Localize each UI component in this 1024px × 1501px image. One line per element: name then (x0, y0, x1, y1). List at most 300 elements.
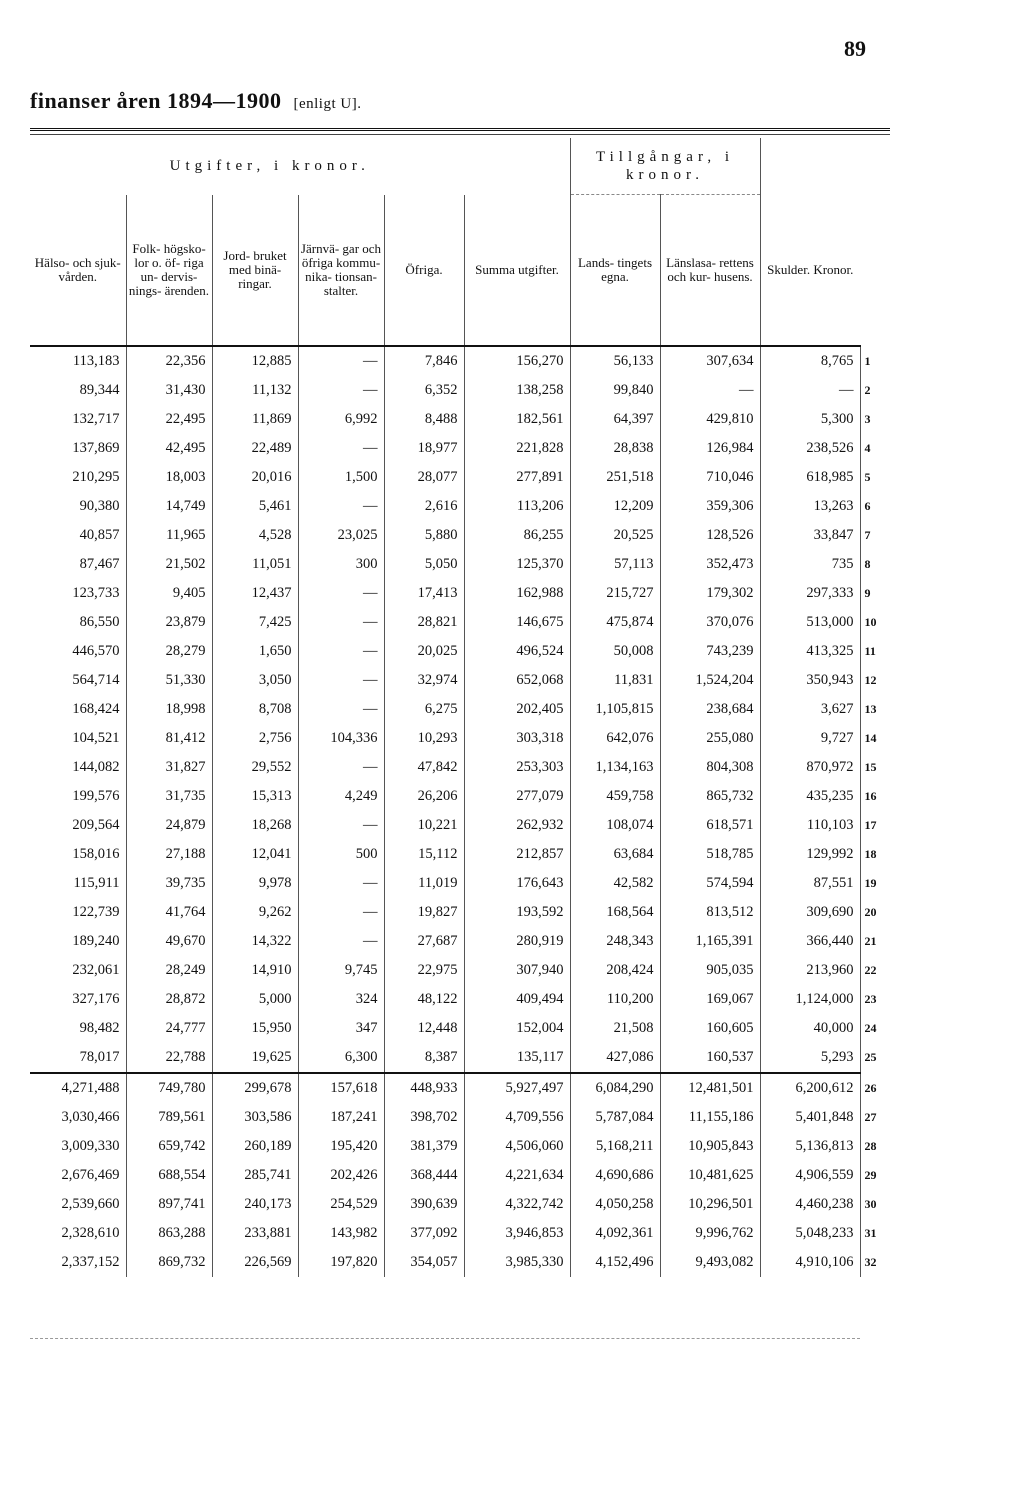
table-cell: 40,857 (79, 527, 120, 543)
table-cell: 138,258 (464, 376, 570, 405)
table-cell: 23,025 (298, 521, 384, 550)
table-cell: 5,048,233 (760, 1219, 860, 1248)
table-cell: 4,152,496 (570, 1248, 660, 1277)
table-cell: 144,082 (72, 759, 120, 775)
finance-table (30, 138, 877, 1277)
table-cell: 368,444 (384, 1161, 464, 1190)
table-cell: 429,810 (660, 405, 760, 434)
table-cell: 309,690 (760, 898, 860, 927)
table-row: 132,717 22,495 11,869 6,992 8,488 182,561 64,397 429,810 5,300 3 (30, 405, 860, 434)
table-cell: 435,235 (760, 782, 860, 811)
table-row: 189,240 49,670 14,322 — 27,687 280,919 248,343 1,165,391 366,440 21 (30, 927, 860, 956)
table-cell: 4,271,488 (30, 1073, 126, 1103)
table-cell: 42,495 (126, 434, 212, 463)
table-cell: 195,420 (298, 1132, 384, 1161)
table-cell: — (298, 898, 384, 927)
table-cell: 87,467 (79, 556, 120, 572)
table-cell: 253,303 (464, 753, 570, 782)
table-cell: 4,460,238 (760, 1190, 860, 1219)
table-cell: 208,424 (570, 956, 660, 985)
table-cell: 9,996,762 (660, 1219, 760, 1248)
table-cell: 377,092 (384, 1219, 464, 1248)
table-cell: 176,643 (464, 869, 570, 898)
table-cell: 513,000 (760, 608, 860, 637)
table-cell: 1,500 (298, 463, 384, 492)
table-cell: 20,525 (570, 521, 660, 550)
table-cell: 28,821 (384, 608, 464, 637)
table-cell: 5,401,848 (760, 1103, 860, 1132)
table-cell: 4,221,634 (464, 1161, 570, 1190)
table-cell: 12,437 (212, 579, 298, 608)
table-cell: 28,279 (126, 637, 212, 666)
table-cell: 14,749 (126, 492, 212, 521)
table-cell: 307,940 (464, 956, 570, 985)
table-row: 122,739 41,764 9,262 — 19,827 193,592 168,564 813,512 309,690 20 (30, 898, 860, 927)
table-cell: 11,965 (126, 521, 212, 550)
table-cell: 398,702 (384, 1103, 464, 1132)
table-cell: — (298, 608, 384, 637)
table-cell: 86,550 (79, 614, 120, 630)
table-cell: 187,241 (298, 1103, 384, 1132)
table-cell: 262,932 (464, 811, 570, 840)
table-cell: 113,206 (464, 492, 570, 521)
page-number: 89 (844, 36, 866, 61)
table-cell: 10,296,501 (660, 1190, 760, 1219)
table-row: 137,869 42,495 22,489 — 18,977 221,828 28,838 126,984 238,526 4 (30, 434, 860, 463)
table-cell: 300 (298, 550, 384, 579)
table-cell: 110,200 (570, 985, 660, 1014)
table-cell: 18,003 (126, 463, 212, 492)
table-cell: 232,061 (72, 962, 120, 978)
table-row: 2,328,610 863,288 233,881 143,982 377,092 3,946,853 4,092,361 9,996,762 5,048,233 31 (30, 1219, 860, 1248)
table-cell: 169,067 (660, 985, 760, 1014)
table-row: 209,564 24,879 18,268 — 10,221 262,932 108,074 618,571 110,103 17 (30, 811, 860, 840)
table-row: 98,482 24,777 15,950 347 12,448 152,004 21,508 160,605 40,000 24 (30, 1014, 860, 1043)
bottom-rule (30, 1338, 860, 1339)
table-cell: 87,551 (760, 869, 860, 898)
table-cell: 17,413 (384, 579, 464, 608)
table-cell: 6,300 (298, 1043, 384, 1073)
table-cell: 23,879 (126, 608, 212, 637)
table-cell: 869,732 (126, 1248, 212, 1277)
table-cell: 324 (298, 985, 384, 1014)
table-cell: 280,919 (464, 927, 570, 956)
table-cell: 352,473 (660, 550, 760, 579)
table-cell: — (298, 579, 384, 608)
table-row: 123,733 9,405 12,437 — 17,413 162,988 215,727 179,302 297,333 9 (30, 579, 860, 608)
table-cell: 4,249 (298, 782, 384, 811)
table-row: 232,061 28,249 14,910 9,745 22,975 307,940 208,424 905,035 213,960 22 (30, 956, 860, 985)
table-cell: 122,739 (72, 904, 120, 920)
table-cell: 8,387 (384, 1043, 464, 1073)
table-cell: 2,328,610 (61, 1225, 120, 1241)
table-cell: 863,288 (126, 1219, 212, 1248)
table-cell: 189,240 (72, 933, 120, 949)
table-cell: 307,634 (660, 346, 760, 376)
table-cell: 31,827 (126, 753, 212, 782)
table-cell: 15,950 (212, 1014, 298, 1043)
table-cell: 1,134,163 (570, 753, 660, 782)
table-cell: 4,092,361 (570, 1219, 660, 1248)
table-cell: 47,842 (384, 753, 464, 782)
table-cell: 56,133 (570, 346, 660, 376)
table-cell: 5,461 (212, 492, 298, 521)
table-cell: 28,838 (570, 434, 660, 463)
table-row: 564,714 51,330 3,050 — 32,974 652,068 11,831 1,524,204 350,943 12 (30, 666, 860, 695)
table-cell: 254,529 (298, 1190, 384, 1219)
page-title-main: finanser åren 1894—1900 (30, 88, 282, 113)
page-title-source: [enligt U]. (293, 96, 362, 112)
table-cell: 1,524,204 (660, 666, 760, 695)
table-cell: 146,675 (464, 608, 570, 637)
table-cell: 128,526 (660, 521, 760, 550)
group-header-assets: Tillgångar, i kronor. (570, 138, 760, 195)
table-cell: — (760, 376, 860, 405)
table-cell: 12,041 (212, 840, 298, 869)
table-cell: — (298, 492, 384, 521)
table-cell: 22,489 (212, 434, 298, 463)
table-cell: 104,521 (72, 730, 120, 746)
table-cell: 39,735 (126, 869, 212, 898)
table-cell: 14,322 (212, 927, 298, 956)
table-cell: 9,262 (212, 898, 298, 927)
table-cell: 3,946,853 (464, 1219, 570, 1248)
table-cell: 6,352 (384, 376, 464, 405)
finance-table-wrapper (30, 138, 890, 1277)
table-cell: 51,330 (126, 666, 212, 695)
table-cell: 238,684 (660, 695, 760, 724)
table-cell: 255,080 (660, 724, 760, 753)
table-cell: 260,189 (212, 1132, 298, 1161)
col-header-county-own: Lands- tingets egna. (570, 195, 660, 347)
table-body (30, 346, 877, 1277)
table-cell: — (298, 753, 384, 782)
table-cell: 659,742 (126, 1132, 212, 1161)
table-cell: 448,933 (384, 1073, 464, 1103)
table-cell: 789,561 (126, 1103, 212, 1132)
col-header-hospitals: Länslasa- rettens och kur- husens. (660, 195, 760, 347)
table-cell: 1,165,391 (660, 927, 760, 956)
table-cell: 157,618 (298, 1073, 384, 1103)
table-cell: 33,847 (760, 521, 860, 550)
column-header-row (30, 195, 860, 347)
table-row: 4,271,488 749,780 299,678 157,618 448,933 5,927,497 6,084,290 12,481,501 6,200,612 26 (30, 1073, 860, 1103)
table-cell: 459,758 (570, 782, 660, 811)
table-cell: 652,068 (464, 666, 570, 695)
table-cell: 226,569 (212, 1248, 298, 1277)
table-cell: 277,079 (464, 782, 570, 811)
table-cell: 870,972 (760, 753, 860, 782)
table-cell: 10,221 (384, 811, 464, 840)
table-cell: 735 (760, 550, 860, 579)
table-cell: 5,787,084 (570, 1103, 660, 1132)
table-cell: 299,678 (212, 1073, 298, 1103)
table-cell: 129,992 (760, 840, 860, 869)
table-cell: 15,313 (212, 782, 298, 811)
table-cell: 123,733 (72, 585, 120, 601)
table-cell: 1,124,000 (760, 985, 860, 1014)
table-cell: 4,910,106 (760, 1248, 860, 1277)
table-cell: 238,526 (760, 434, 860, 463)
table-row: 210,295 18,003 20,016 1,500 28,077 277,891 251,518 710,046 618,985 5 (30, 463, 860, 492)
table-cell: — (298, 927, 384, 956)
table-cell: 1,105,815 (570, 695, 660, 724)
table-cell: 63,684 (570, 840, 660, 869)
table-cell: 104,336 (298, 724, 384, 753)
table-cell: 113,183 (72, 353, 120, 369)
table-cell: 209,564 (72, 817, 120, 833)
table-cell: 168,564 (570, 898, 660, 927)
table-cell: 7,846 (384, 346, 464, 376)
table-cell: 6,275 (384, 695, 464, 724)
table-cell: 350,943 (760, 666, 860, 695)
table-cell: 749,780 (126, 1073, 212, 1103)
table-cell: 126,984 (660, 434, 760, 463)
table-cell: — (298, 869, 384, 898)
table-cell: 251,518 (570, 463, 660, 492)
table-cell: 359,306 (660, 492, 760, 521)
table-row: 2,676,469 688,554 285,741 202,426 368,444 4,221,634 4,690,686 10,481,625 4,906,559 29 (30, 1161, 860, 1190)
table-cell: 5,293 (760, 1043, 860, 1073)
table-cell: 110,103 (760, 811, 860, 840)
table-cell: 5,136,813 (760, 1132, 860, 1161)
table-cell: 9,978 (212, 869, 298, 898)
table-cell: — (298, 666, 384, 695)
table-cell: 10,905,843 (660, 1132, 760, 1161)
table-cell: 221,828 (464, 434, 570, 463)
table-cell: 132,717 (72, 411, 120, 427)
table-cell: 12,481,501 (660, 1073, 760, 1103)
col-header-health: Hälso- och sjuk- vården. (30, 195, 126, 347)
table-cell: 12,209 (570, 492, 660, 521)
table-cell: 6,084,290 (570, 1073, 660, 1103)
table-cell: 125,370 (464, 550, 570, 579)
table-cell: 381,379 (384, 1132, 464, 1161)
table-cell: 354,057 (384, 1248, 464, 1277)
table-cell: 42,582 (570, 869, 660, 898)
table-cell: 496,524 (464, 637, 570, 666)
table-cell: 688,554 (126, 1161, 212, 1190)
table-cell: 618,571 (660, 811, 760, 840)
group-header-expenses: Utgifter, i kronor. (169, 158, 370, 175)
table-cell: 409,494 (464, 985, 570, 1014)
table-cell: 57,113 (570, 550, 660, 579)
table-cell: 804,308 (660, 753, 760, 782)
table-cell: 168,424 (72, 701, 120, 717)
table-cell: 11,019 (384, 869, 464, 898)
table-cell: 4,906,559 (760, 1161, 860, 1190)
table-cell: 4,506,060 (464, 1132, 570, 1161)
table-cell: 5,050 (384, 550, 464, 579)
table-cell: 10,293 (384, 724, 464, 753)
table-cell: 22,495 (126, 405, 212, 434)
table-cell: 21,502 (126, 550, 212, 579)
table-cell: 19,625 (212, 1043, 298, 1073)
table-cell: — (298, 376, 384, 405)
table-cell: 233,881 (212, 1219, 298, 1248)
table-cell: 4,322,742 (464, 1190, 570, 1219)
table-cell: 18,268 (212, 811, 298, 840)
table-cell: 5,927,497 (464, 1073, 570, 1103)
table-cell: 81,412 (126, 724, 212, 753)
table-cell: 48,122 (384, 985, 464, 1014)
table-cell: 618,985 (760, 463, 860, 492)
table-cell: — (298, 434, 384, 463)
group-header-row (30, 138, 860, 195)
table-cell: 3,985,330 (464, 1248, 570, 1277)
table-cell: 14,910 (212, 956, 298, 985)
table-cell: 11,869 (212, 405, 298, 434)
table-cell: 370,076 (660, 608, 760, 637)
table-cell: 347 (298, 1014, 384, 1043)
table-cell: 98,482 (79, 1020, 120, 1036)
table-cell: 22,975 (384, 956, 464, 985)
table-cell: 12,448 (384, 1014, 464, 1043)
table-cell: 78,017 (79, 1049, 120, 1065)
table-cell: 182,561 (464, 405, 570, 434)
table-cell: 743,239 (660, 637, 760, 666)
table-cell: 297,333 (760, 579, 860, 608)
table-cell: — (298, 346, 384, 376)
table-cell: 11,051 (212, 550, 298, 579)
table-cell: 248,343 (570, 927, 660, 956)
table-row: 87,467 21,502 11,051 300 5,050 125,370 57,113 352,473 735 8 (30, 550, 860, 579)
table-cell: 2,756 (212, 724, 298, 753)
table-cell: 10,481,625 (660, 1161, 760, 1190)
table-cell: 11,155,186 (660, 1103, 760, 1132)
table-cell: 905,035 (660, 956, 760, 985)
table-row: 89,344 31,430 11,132 — 6,352 138,258 99,840 — — 2 (30, 376, 860, 405)
table-cell: 390,639 (384, 1190, 464, 1219)
table-cell: 2,337,152 (61, 1254, 120, 1270)
table-cell: 2,616 (384, 492, 464, 521)
table-cell: 90,380 (79, 498, 120, 514)
table-cell: 4,709,556 (464, 1103, 570, 1132)
table-cell: 158,016 (72, 846, 120, 862)
table-cell: 50,008 (570, 637, 660, 666)
table-cell: 18,977 (384, 434, 464, 463)
table-row: 78,017 22,788 19,625 6,300 8,387 135,117 427,086 160,537 5,293 25 (30, 1043, 860, 1073)
col-header-railways: Järnvä- gar och öfriga kommu- nika- tionsan- stalter. (298, 195, 384, 347)
table-row: 86,550 23,879 7,425 — 28,821 146,675 475,874 370,076 513,000 10 (30, 608, 860, 637)
table-cell: 12,885 (212, 346, 298, 376)
table-cell: 18,998 (126, 695, 212, 724)
table-cell: 27,188 (126, 840, 212, 869)
table-cell: — (298, 637, 384, 666)
table-cell: 41,764 (126, 898, 212, 927)
table-cell: 202,426 (298, 1161, 384, 1190)
table-cell: 156,270 (464, 346, 570, 376)
col-header-agriculture: Jord- bruket med binä- ringar. (212, 195, 298, 347)
table-cell: 215,727 (570, 579, 660, 608)
table-row: 327,176 28,872 5,000 324 48,122 409,494 110,200 169,067 1,124,000 23 (30, 985, 860, 1014)
table-cell: 3,627 (760, 695, 860, 724)
table-cell: 212,857 (464, 840, 570, 869)
table-cell: 162,988 (464, 579, 570, 608)
table-row: 168,424 18,998 8,708 — 6,275 202,405 1,105,815 238,684 3,627 13 (30, 695, 860, 724)
table-cell: 4,050,258 (570, 1190, 660, 1219)
table-cell: 49,670 (126, 927, 212, 956)
table-row: 3,009,330 659,742 260,189 195,420 381,379 4,506,060 5,168,211 10,905,843 5,136,813 28 (30, 1132, 860, 1161)
table-cell: 500 (298, 840, 384, 869)
table-cell: 27,687 (384, 927, 464, 956)
col-header-other: Öfriga. (384, 195, 464, 347)
table-row: 90,380 14,749 5,461 — 2,616 113,206 12,209 359,306 13,263 6 (30, 492, 860, 521)
table-cell: 11,132 (212, 376, 298, 405)
table-cell: 160,537 (660, 1043, 760, 1073)
table-cell: 813,512 (660, 898, 760, 927)
table-row: 144,082 31,827 29,552 — 47,842 253,303 1,134,163 804,308 870,972 15 (30, 753, 860, 782)
table-cell: 5,000 (212, 985, 298, 1014)
table-cell: 32,974 (384, 666, 464, 695)
table-row: 3,030,466 789,561 303,586 187,241 398,702 4,709,556 5,787,084 11,155,186 5,401,848 27 (30, 1103, 860, 1132)
table-cell: 277,891 (464, 463, 570, 492)
table-row: 115,911 39,735 9,978 — 11,019 176,643 42,582 574,594 87,551 19 (30, 869, 860, 898)
table-cell: 303,318 (464, 724, 570, 753)
table-cell: 137,869 (72, 440, 120, 456)
table-cell: 11,831 (570, 666, 660, 695)
table-row: 446,570 28,279 1,650 — 20,025 496,524 50,008 743,239 413,325 11 (30, 637, 860, 666)
table-cell: 446,570 (72, 643, 120, 659)
table-cell: 19,827 (384, 898, 464, 927)
table-cell: 4,690,686 (570, 1161, 660, 1190)
group-header-blank (760, 138, 860, 195)
table-cell: 193,592 (464, 898, 570, 927)
table-cell: 9,745 (298, 956, 384, 985)
table-cell: 9,727 (760, 724, 860, 753)
table-cell: 6,200,612 (760, 1073, 860, 1103)
table-cell: 2,676,469 (61, 1167, 120, 1183)
table-cell: 202,405 (464, 695, 570, 724)
table-cell: 3,009,330 (61, 1138, 120, 1154)
table-cell: 574,594 (660, 869, 760, 898)
table-cell: 7,425 (212, 608, 298, 637)
table-cell: 710,046 (660, 463, 760, 492)
table-cell: 865,732 (660, 782, 760, 811)
table-cell: 642,076 (570, 724, 660, 753)
table-cell: 28,249 (126, 956, 212, 985)
table-row: 104,521 81,412 2,756 104,336 10,293 303,318 642,076 255,080 9,727 14 (30, 724, 860, 753)
table-cell: 28,872 (126, 985, 212, 1014)
table-cell: 8,708 (212, 695, 298, 724)
table-cell: 8,488 (384, 405, 464, 434)
top-thin-rule (30, 134, 890, 135)
table-cell: 4,528 (212, 521, 298, 550)
table-cell: 64,397 (570, 405, 660, 434)
table-cell: 22,788 (126, 1043, 212, 1073)
table-cell: 197,820 (298, 1248, 384, 1277)
table-cell: 40,000 (760, 1014, 860, 1043)
table-cell: 564,714 (72, 672, 120, 688)
table-cell: 135,117 (464, 1043, 570, 1073)
table-cell: 199,576 (72, 788, 120, 804)
table-cell: 5,880 (384, 521, 464, 550)
table-cell: 20,025 (384, 637, 464, 666)
table-cell: 5,300 (760, 405, 860, 434)
table-row: 158,016 27,188 12,041 500 15,112 212,857 63,684 518,785 129,992 18 (30, 840, 860, 869)
table-row: 199,576 31,735 15,313 4,249 26,206 277,079 459,758 865,732 435,235 16 (30, 782, 860, 811)
table-cell: 8,765 (760, 346, 860, 376)
table-cell: 9,493,082 (660, 1248, 760, 1277)
col-header-schools: Folk- högsko- lor o. öf- riga un- dervis- nings- ärenden. (126, 195, 212, 347)
table-cell: 24,879 (126, 811, 212, 840)
col-header-debts: Skulder. Kronor. (760, 195, 860, 347)
table-cell: 99,840 (570, 376, 660, 405)
table-cell: — (660, 376, 760, 405)
table-cell: 15,112 (384, 840, 464, 869)
table-cell: 179,302 (660, 579, 760, 608)
table-cell: 21,508 (570, 1014, 660, 1043)
